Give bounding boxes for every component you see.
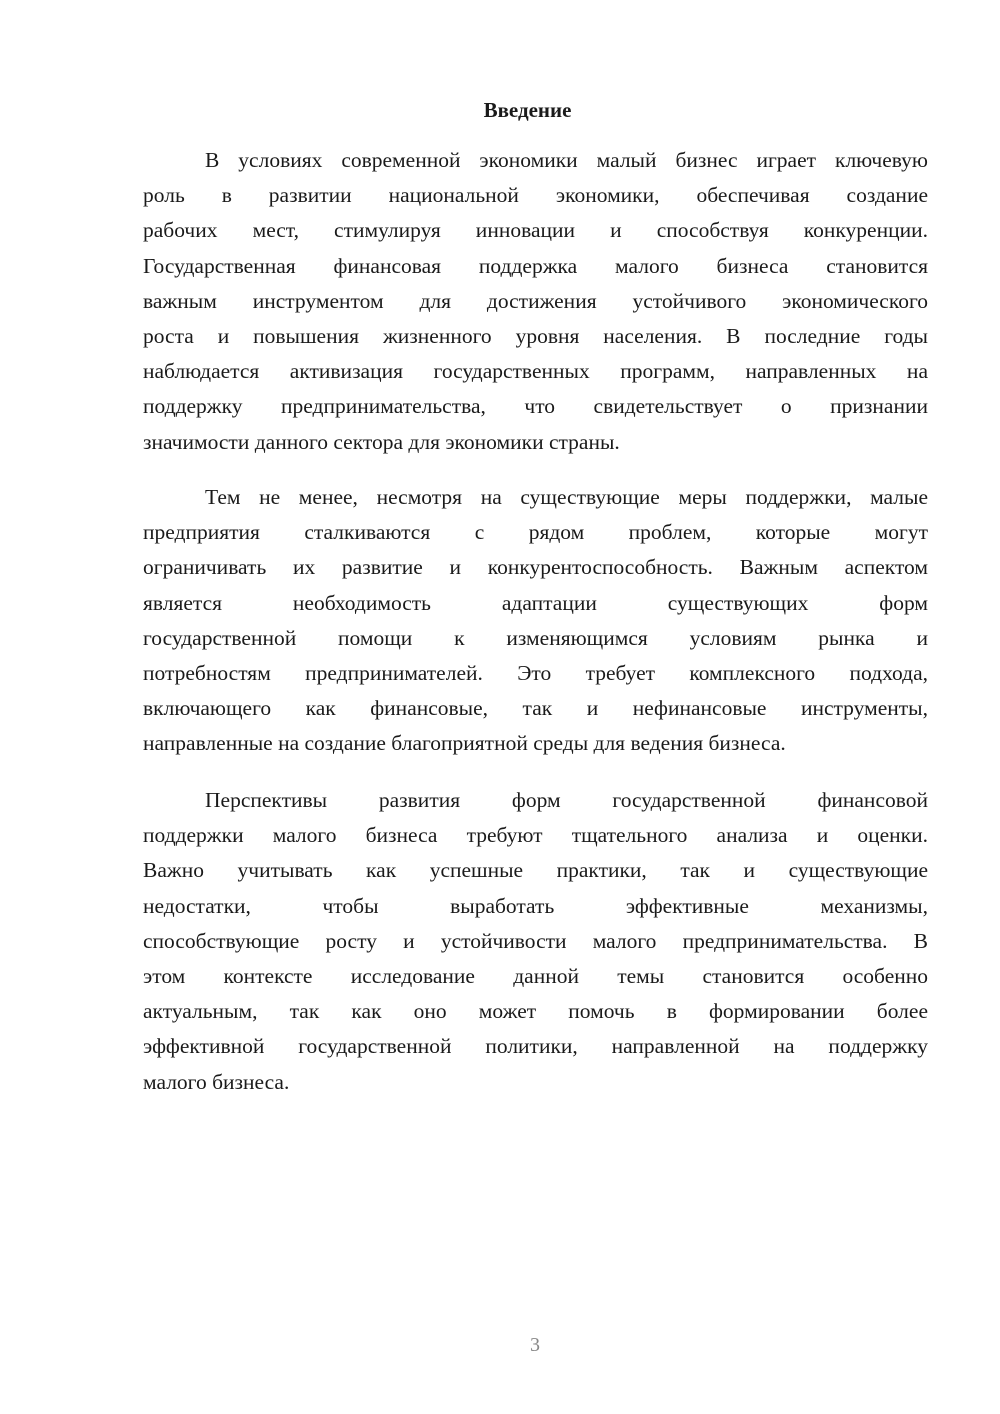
text-line: наблюдается активизация государственных программ, направленных на [143, 359, 928, 384]
paragraph-3 [143, 783, 928, 1100]
text-line: направленные на создание благоприятной среды для ведения бизнеса. [143, 731, 786, 756]
paragraph-2 [143, 480, 928, 762]
text-line: Важно учитывать как успешные практики, так и существующие [143, 858, 928, 883]
page-title [143, 98, 928, 123]
text-line: Тем не менее, несмотря на существующие меры поддержки, малые [205, 485, 928, 509]
paragraph-1 [143, 143, 928, 460]
text-line: Перспективы развития форм государственной финансовой [205, 788, 928, 812]
text-line: рабочих мест, стимулируя инновации и способствуя конкуренции. [143, 218, 928, 243]
page-number: 3 [530, 1334, 540, 1356]
text-line: включающего как финансовые, так и нефинансовые инструменты, [143, 696, 928, 721]
text-line: Государственная финансовая поддержка малого бизнеса становится [143, 253, 928, 278]
title-text: Введение [483, 98, 572, 122]
text-line: малого бизнеса. [143, 1069, 290, 1094]
text-line: поддержку предпринимательства, что свидетельствует о признании [143, 394, 928, 419]
text-line: этом контексте исследование данной темы становится особенно [143, 963, 928, 988]
text-line: эффективной государственной политики, направленной на поддержку [143, 1034, 928, 1059]
text-line: потребностям предпринимателей. Это требует комплексного подхода, [143, 660, 928, 685]
text-line: В условиях современной экономики малый бизнес играет ключевую [205, 148, 928, 172]
text-line: является необходимость адаптации существующих форм [143, 590, 928, 615]
text-line: государственной помощи к изменяющимся условиям рынка и [143, 625, 928, 650]
text-line: важным инструментом для достижения устойчивого экономического [143, 288, 928, 313]
text-line: значимости данного сектора для экономики страны. [143, 429, 620, 454]
text-line: роль в развитии национальной экономики, обеспечивая создание [143, 183, 928, 208]
text-line: ограничивать их развитие и конкурентоспособность. Важным аспектом [143, 555, 928, 580]
text-line: роста и повышения жизненного уровня населения. В последние годы [143, 323, 928, 348]
text-line: поддержки малого бизнеса требуют тщательного анализа и оценки. [143, 823, 928, 848]
text-line: недостатки, чтобы выработать эффективные механизмы, [143, 893, 928, 918]
text-line: предприятия сталкиваются с рядом проблем, которые могут [143, 520, 928, 545]
text-line: актуальным, так как оно может помочь в формировании более [143, 999, 928, 1024]
text-line: способствующие росту и устойчивости малого предпринимательства. В [143, 928, 928, 953]
